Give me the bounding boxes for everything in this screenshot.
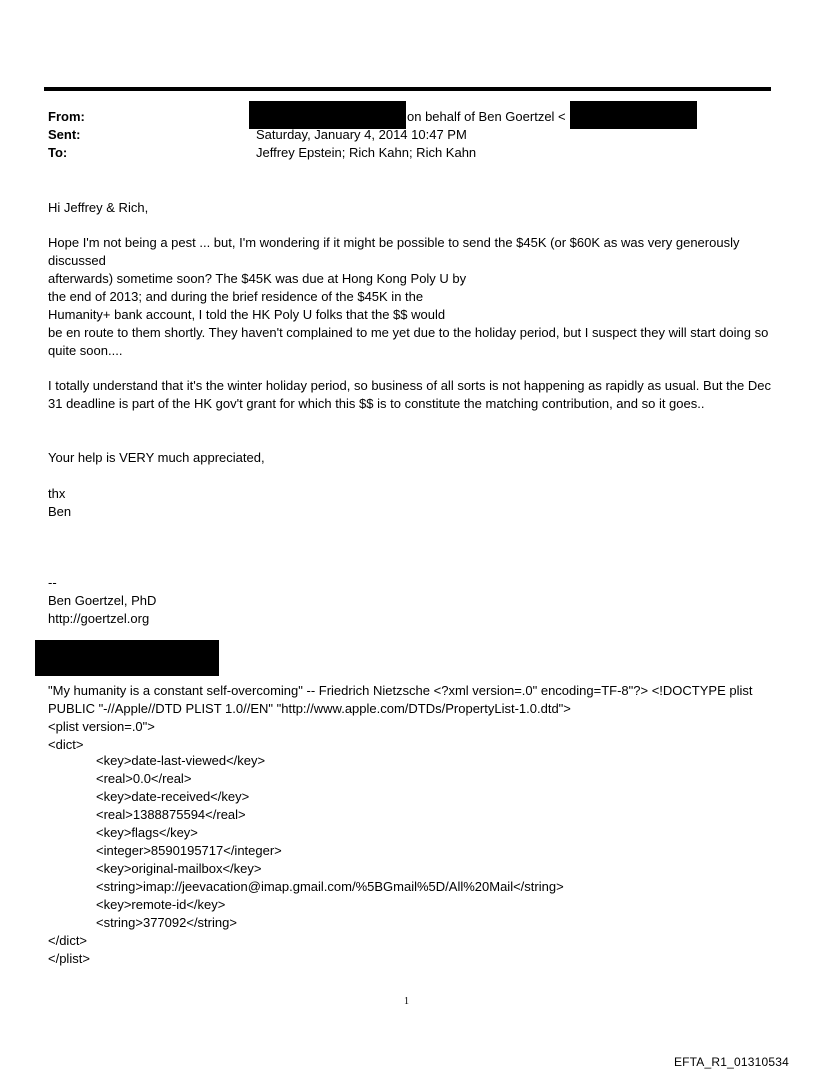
dict-close: </dict> xyxy=(48,933,88,948)
sent-label: Sent: xyxy=(48,127,81,142)
plist-line: <integer>8590195717</integer> xyxy=(96,843,282,858)
plist-close: </plist> xyxy=(48,951,90,966)
sender-name: Ben xyxy=(48,504,72,519)
top-rule xyxy=(44,87,771,91)
plist-line: <string>imap://jeevacation@imap.gmail.com/%5BGmail%5D/All%20Mail</string> xyxy=(96,879,564,894)
body-paragraph-2: I totally understand that it's the winter holiday period, so business of all sorts is not happening as rapidly as usual. But the Dec 31 deadline is part of the HK gov't grant for which this $$ is to constitute the matching contribution, and so it goes.. xyxy=(48,378,771,411)
body-paragraph-1: Hope I'm not being a pest ... but, I'm wondering if it might be possible to send the $45K (or $60K as was very generously discussed afterwards) sometime soon? The $45K was due at Hong Kong Poly U by the end of 2013; and during the brief residence of the $45K in the Humanity+ bank account, I told the HK Poly U folks that the $$ would be en route to them shortly. They haven't complained to me yet due to the holiday period, but I suspect they will start doing so quite soon.... xyxy=(48,235,769,358)
plist-line: <string>377092</string> xyxy=(96,915,237,930)
to-label: To: xyxy=(48,145,68,160)
thanks-line: Your help is VERY much appreciated, xyxy=(48,450,265,465)
signature-name: Ben Goertzel, PhD xyxy=(48,593,157,608)
plist-line: <key>remote-id</key> xyxy=(96,897,226,912)
document-id: EFTA_R1_01310534 xyxy=(673,1055,789,1069)
redaction-from-email xyxy=(570,101,697,129)
plist-line: <real>1388875594</real> xyxy=(96,807,246,822)
greeting: Hi Jeffrey & Rich, xyxy=(48,200,149,215)
plist-line: <key>date-last-viewed</key> xyxy=(96,753,266,768)
page-number: 1 xyxy=(404,996,409,1007)
plist-open: <plist version=.0"> xyxy=(48,719,155,734)
sent-value: Saturday, January 4, 2014 10:47 PM xyxy=(256,127,467,142)
quote-line: "My humanity is a constant self-overcoming" -- Friedrich Nietzsche <?xml version=.0" encoding=TF-8"?> <!DOCTYPE plist PUBLIC "-//Apple//DTD PLIST 1.0//EN" "http://www.apple.com/DTDs/PropertyList-1.0.dtd"> xyxy=(48,683,753,716)
plist-line: <key>date-received</key> xyxy=(96,789,250,804)
from-value: on behalf of Ben Goertzel < xyxy=(407,109,566,124)
redaction-from-name xyxy=(249,101,406,129)
plist-line: <real>0.0</real> xyxy=(96,771,192,786)
dict-open: <dict> xyxy=(48,737,84,752)
signature-dash: -- xyxy=(48,575,57,590)
from-label: From: xyxy=(48,109,85,124)
plist-line: <key>original-mailbox</key> xyxy=(96,861,262,876)
to-value: Jeffrey Epstein; Rich Kahn; Rich Kahn xyxy=(256,145,477,160)
signature-url: http://goertzel.org xyxy=(48,611,150,626)
closing-line: thx xyxy=(48,486,66,501)
redaction-signature xyxy=(35,640,219,676)
plist-line: <key>flags</key> xyxy=(96,825,198,840)
